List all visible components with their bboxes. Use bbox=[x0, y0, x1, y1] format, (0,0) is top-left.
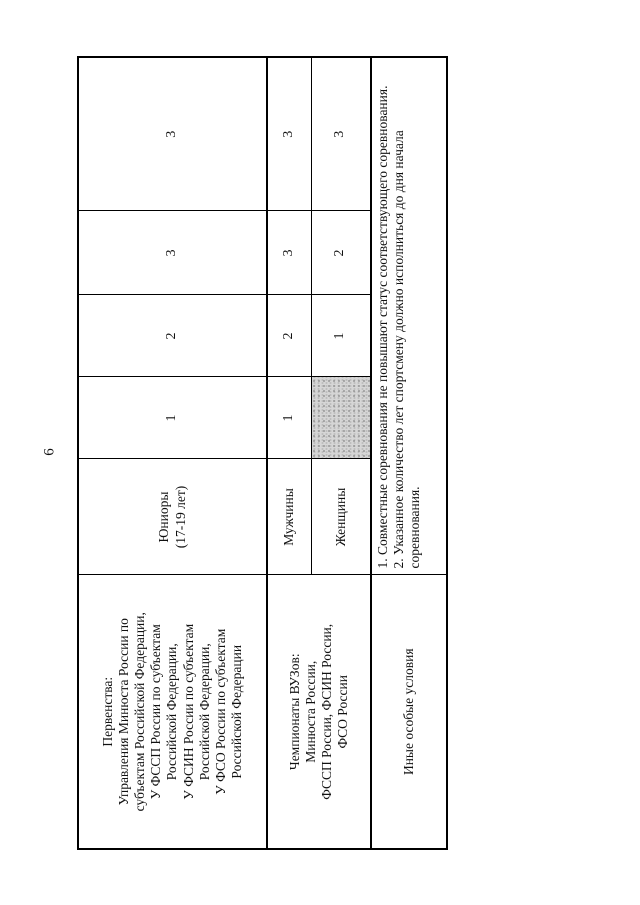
notes-cell bbox=[371, 57, 447, 575]
organizer-line: Российской Федерации, bbox=[164, 643, 180, 781]
value-cell: 1 bbox=[78, 377, 267, 459]
sports-qualification-table bbox=[77, 56, 448, 850]
organizer-line: ФССП России, ФСИН России, bbox=[319, 623, 334, 800]
organizer-line: У ФСО России по субъектам bbox=[212, 628, 228, 795]
note-item: 2. Указанное количество лет спортсмену должно исполниться до дня начала соревнования. bbox=[391, 130, 423, 569]
blank-speckled-cell bbox=[311, 377, 371, 459]
organizer-line: Российской Федерации, bbox=[196, 643, 212, 781]
value-cell: 3 bbox=[311, 57, 371, 211]
rotated-table-container bbox=[77, 58, 446, 850]
organizer-cell: Иные особые условия bbox=[371, 575, 447, 849]
group-cell-women: Женщины bbox=[311, 459, 371, 575]
value-cell: 2 bbox=[267, 295, 311, 377]
organizer-line: Минюста России, bbox=[302, 660, 318, 763]
organizer-line: Чемпионаты ВУЗов: bbox=[286, 653, 302, 771]
group-cell-men: Мужчины bbox=[267, 459, 311, 575]
table-row bbox=[78, 57, 267, 849]
organizer-cell bbox=[267, 575, 371, 849]
organizer-line: Первенства: bbox=[99, 676, 115, 747]
organizer-line: Российской Федерации bbox=[229, 644, 245, 779]
page-number: 6 bbox=[41, 448, 58, 456]
organizer-line: ФСО России bbox=[335, 675, 351, 749]
value-cell: 1 bbox=[267, 377, 311, 459]
value-cell: 2 bbox=[311, 211, 371, 295]
value-cell: 3 bbox=[78, 57, 267, 211]
age-group-cell bbox=[78, 459, 267, 575]
note-item: 1. Совместные соревнования не повышают статус соответствующего соревнования. bbox=[375, 85, 390, 569]
value-cell: 1 bbox=[311, 295, 371, 377]
value-cell: 3 bbox=[78, 211, 267, 295]
value-cell: 2 bbox=[78, 295, 267, 377]
age-group-label: Юниоры bbox=[156, 491, 172, 543]
organizer-line: У ФСИН России по субъектам bbox=[180, 623, 196, 800]
organizer-line: Управления Минюста России по bbox=[115, 618, 131, 806]
organizer-cell bbox=[78, 575, 267, 849]
age-range-label: (17-19 лет) bbox=[172, 485, 188, 549]
table-row bbox=[267, 57, 311, 849]
value-cell: 3 bbox=[267, 211, 311, 295]
value-cell: 3 bbox=[267, 57, 311, 211]
organizer-line: субъектам Российской Федерации, bbox=[132, 612, 148, 812]
organizer-line: У ФССП России по субъектам bbox=[148, 624, 164, 800]
table-row bbox=[371, 57, 447, 849]
